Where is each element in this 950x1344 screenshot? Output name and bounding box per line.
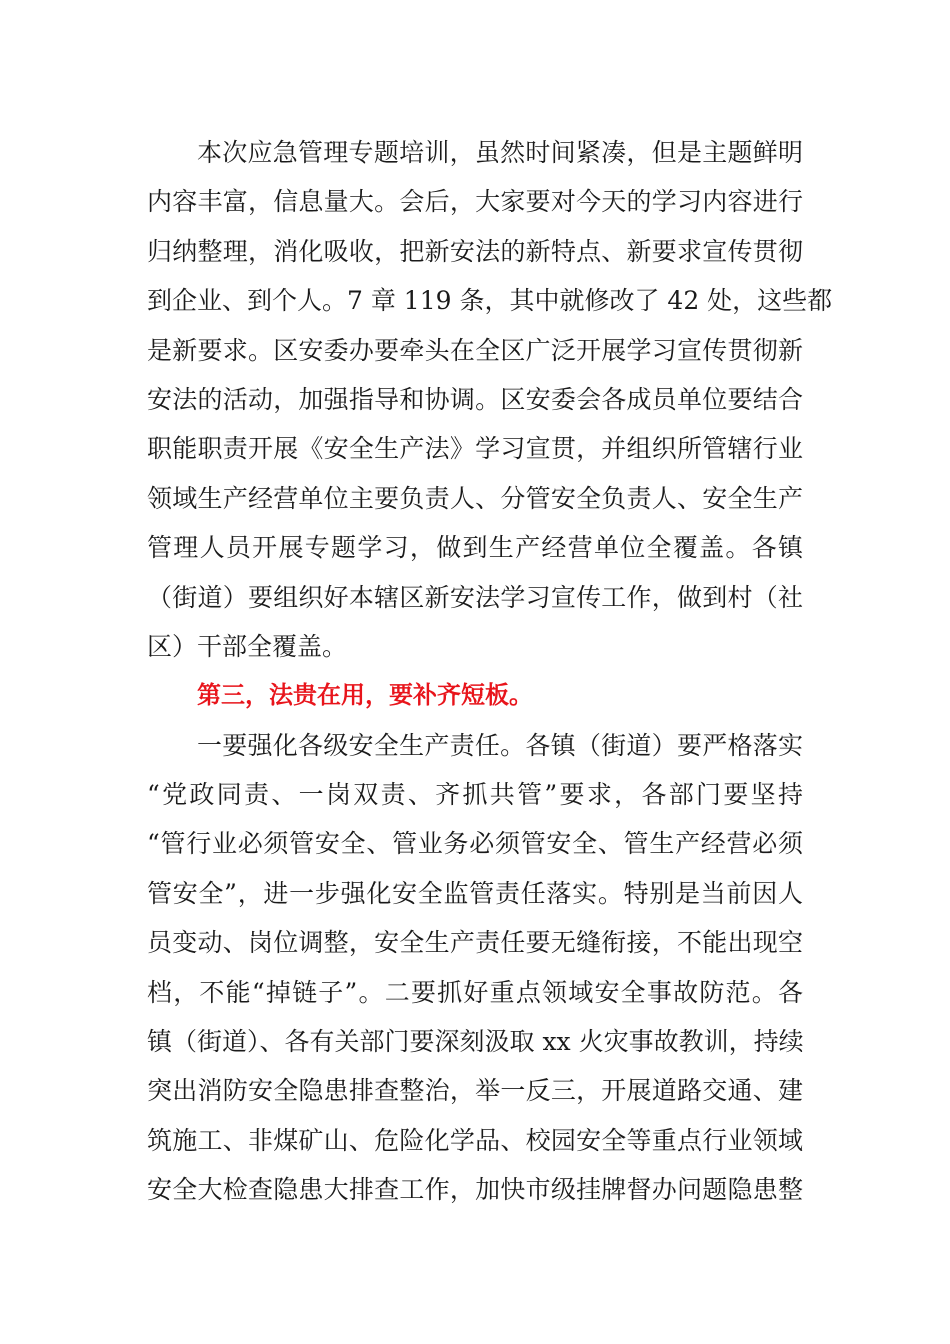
paragraph-2-line: “管行业必须管安全、管业务必须管安全、管生产经营必须	[147, 829, 803, 859]
paragraph-1-line: 管理人员开展专题学习，做到生产经营单位全覆盖。各镇	[147, 533, 803, 563]
paragraph-1-line: 领域生产经营单位主要负责人、分管安全负责人、安全生产	[147, 483, 803, 513]
paragraph-2-line: 安全大检查隐患大排查工作，加快市级挂牌督办问题隐患整	[147, 1175, 803, 1205]
document-body	[147, 128, 833, 1215]
paragraph-1-line: 内容丰富，信息量大。会后，大家要对今天的学习内容进行	[147, 187, 803, 217]
paragraph-1	[147, 128, 833, 671]
paragraph-1-line: 安法的活动，加强指导和协调。区安委会各成员单位要结合	[147, 384, 803, 414]
paragraph-2-line: 员变动、岗位调整，安全生产责任要无缝衔接，不能出现空	[147, 928, 803, 958]
paragraph-1-line: 到企业、到个人。7 章 119 条，其中就修改了 42 处，这些都	[147, 286, 833, 316]
paragraph-1-line: 本次应急管理专题培训，虽然时间紧凑，但是主题鲜明	[197, 138, 803, 167]
paragraph-2-line: 一要强化各级安全生产责任。各镇（街道）要严格落实	[197, 730, 803, 760]
paragraph-2-line: 筑施工、非煤矿山、危险化学品、校园安全等重点行业领域	[147, 1125, 803, 1155]
section-heading-3: 第三，法贵在用，要补齐短板。	[197, 681, 533, 710]
paragraph-2-line: 镇（街道）、各有关部门要深刻汲取 xx 火灾事故教训，持续	[147, 1027, 804, 1057]
paragraph-2-line: 管安全”，进一步强化安全监管责任落实。特别是当前因人	[147, 878, 803, 908]
paragraph-1-line: 区）干部全覆盖。	[147, 631, 348, 661]
paragraph-2	[147, 721, 803, 1215]
paragraph-1-line: 是新要求。区安委办要牵头在全区广泛开展学习宣传贯彻新	[147, 335, 803, 365]
paragraph-1-line: 归纳整理，消化吸收，把新安法的新特点、新要求宣传贯彻	[147, 236, 803, 266]
paragraph-2-line: 档，不能“掉链子”。二要抓好重点领域安全事故防范。各	[147, 977, 803, 1007]
paragraph-1-line: （街道）要组织好本辖区新安法学习宣传工作，做到村（社	[147, 582, 803, 612]
paragraph-2-line: 突出消防安全隐患排查整治，举一反三，开展道路交通、建	[147, 1076, 803, 1106]
paragraph-2-line: “党政同责、一岗双责、齐抓共管”要求，各部门要坚持	[147, 780, 803, 810]
paragraph-1-line: 职能职责开展《安全生产法》学习宣贯，并组织所管辖行业	[147, 434, 803, 464]
